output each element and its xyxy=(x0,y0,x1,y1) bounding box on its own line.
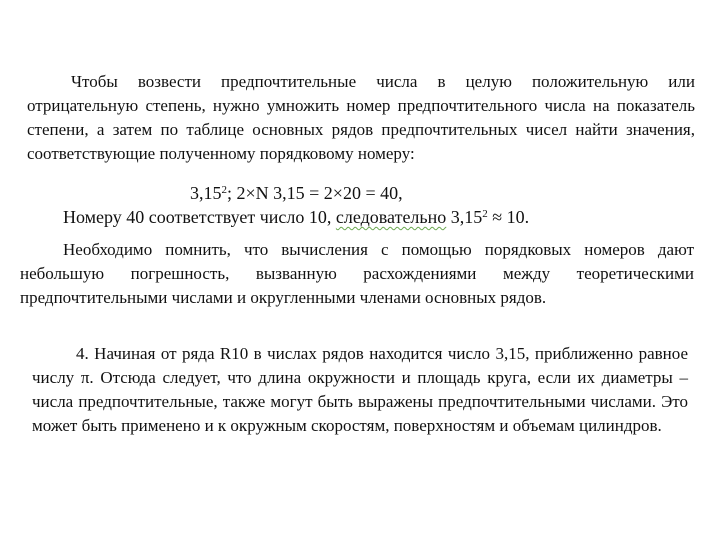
formula-line xyxy=(190,182,403,204)
result-base: 3,15 xyxy=(446,207,483,227)
result-main-text: Номеру 40 соответствует число 10, xyxy=(63,207,336,227)
paragraph-2: Необходимо помнить, что вычисления с помощью порядковых номеров дают небольшую погрешность, вызванную расхождениями между теоретическими предпочтительными числами и округленными членами основных рядов. xyxy=(20,240,694,307)
result-tail: ≈ 10. xyxy=(487,207,530,227)
paragraph-1: Чтобы возвести предпочтительные числа в целую положительную или отрицательную степень, нужно умножить номер предпочтительного числа на показатель степени, а затем по таблице основных рядов предпочтительных чисел найти значения, соответствующие полученному порядковому номеру: xyxy=(27,72,695,163)
paragraph-3: 4. Начиная от ряда R10 в числах рядов находится число 3,15, приближенно равное числу π. Отсюда следует, что длина окружности и площадь круга, если их диаметры – числа предпочтительные, также могут быть выражены предпочтительными числами. Это может быть применено и к окружным скоростям, поверхностям и объемам цилиндров. xyxy=(32,344,688,435)
result-line xyxy=(63,206,529,228)
result-exponent: 2 xyxy=(482,208,488,220)
formula-exponent: 2 xyxy=(221,184,227,196)
formula-base: 3,15 xyxy=(190,183,222,203)
formula-rest: ; 2×N 3,15 = 2×20 = 40, xyxy=(227,183,403,203)
spellcheck-underlined-word: следовательно xyxy=(335,207,447,227)
